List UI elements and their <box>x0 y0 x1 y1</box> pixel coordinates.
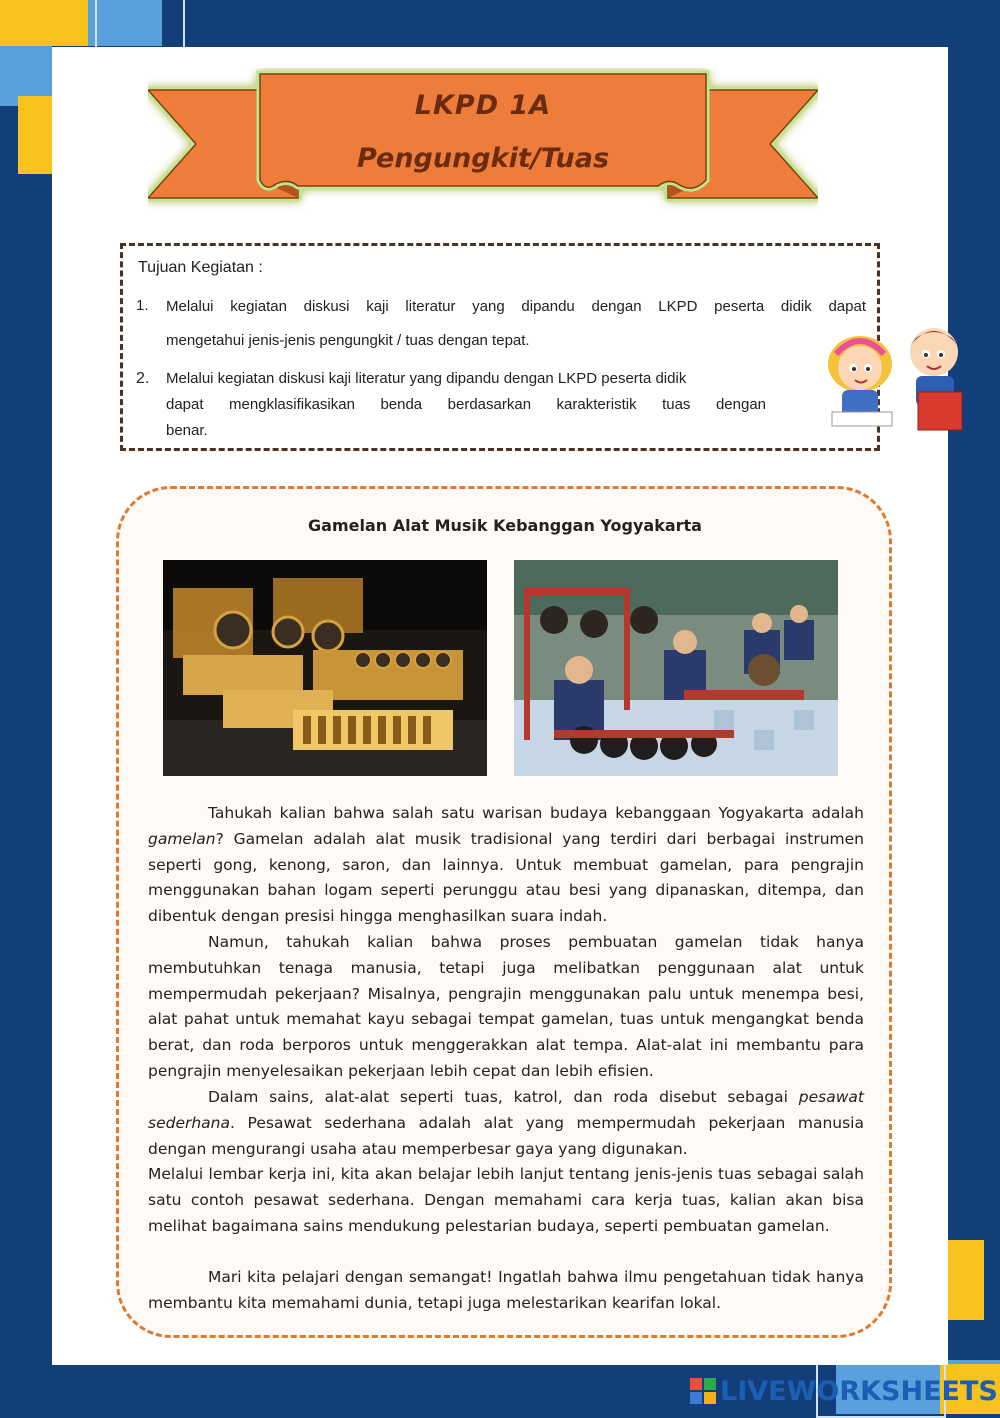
title-banner <box>148 68 818 218</box>
goals-heading: Tujuan Kegiatan : <box>138 259 263 276</box>
goal-text: Melalui kegiatan diskusi kaji literatur yang dipandu dengan LKPD peserta didik dapat <box>166 298 866 315</box>
children-reading-illustration <box>822 316 972 436</box>
paragraph-text: Namun, tahukah kalian bahwa proses pembuatan gamelan tidak hanya membutuhkan tenaga manusia, tetapi juga melibatkan penggunaan alat untuk mempermudah pekerjaan? Misalnya, pengrajin menggunakan palu untuk menempa besi, alat pahat untuk memahat kayu sebagai tempat gamelan, tuas untuk mengangkat benda berat, dan roda berporos untuk menggerakkan alat tempa. Alat-alat ini membantu para pengrajin menyelesaikan pekerjaan lebih cepat dan lebih efisien. <box>148 933 864 1080</box>
deco-square <box>0 0 88 46</box>
reading-paragraph <box>148 1162 864 1239</box>
reading-paragraph <box>148 930 864 1085</box>
reading-paragraph <box>148 1085 864 1162</box>
brand-name: LIVEWORKSHEETS <box>720 1375 998 1407</box>
paragraph-text: Mari kita pelajari dengan semangat! Ingatlah bahwa ilmu pengetahuan tidak hanya membantu kita memahami dunia, tetapi juga melestarikan kearifan lokal. <box>148 1268 864 1312</box>
italic-term: gamelan <box>148 829 216 848</box>
goal-number: 1. <box>136 297 149 314</box>
paragraph-text: . Pesawat sederhana adalah alat yang mempermudah pekerjaan manusia dengan mengurangi usaha atau memperbesar gaya yang digunakan. <box>148 1113 864 1158</box>
goal-text: Melalui kegiatan diskusi kaji literatur yang dipandu dengan LKPD peserta didik <box>166 370 687 387</box>
worksheet-code: LKPD 1A <box>414 90 552 121</box>
reading-title: Gamelan Alat Musik Kebanggan Yogyakarta <box>308 516 702 535</box>
italic-term: pesawat sederhana <box>148 1088 864 1132</box>
gamelan-musicians-photo <box>514 560 838 776</box>
reading-paragraph <box>148 801 864 930</box>
reading-paragraph <box>148 1265 864 1317</box>
goal-text: benar. <box>166 422 208 439</box>
liveworksheets-logo[interactable] <box>690 1374 998 1408</box>
worksheet-topic: Pengungkit/Tuas <box>356 143 610 174</box>
goal-number: 2. <box>136 370 150 387</box>
gamelan-exhibit-photo <box>163 560 487 776</box>
paragraph-text: Dalam sains, alat-alat seperti tuas, katrol, dan roda disebut sebagai <box>208 1088 799 1106</box>
goal-text: mengetahui jenis-jenis pengungkit / tuas dengan tepat. <box>166 332 530 349</box>
paragraph-text: Melalui lembar kerja ini, kita akan belajar lebih lanjut tentang jenis-jenis tuas sebagai salah satu contoh pesawat sederhana. Dengan memahami cara kerja tuas, kalian akan bisa melihat bagaimana sains mendukung pelestarian budaya, seperti pembuatan gamelan. <box>148 1165 864 1235</box>
paragraph-text: Tahukah kalian bahwa salah satu warisan budaya kebanggaan Yogyakarta adalah <box>208 804 864 822</box>
liveworksheets-icon <box>690 1378 716 1404</box>
paragraph-text: ? Gamelan adalah alat musik tradisional yang terdiri dari berbagai instrumen seperti gong, kenong, saron, dan lainnya. Untuk membuat gamelan, para pengrajin menggunakan bahan logam seperti perunggu atau besi yang dipanaskan, ditempa, dan dibentuk dengan presisi hingga menghasilkan suara indah. <box>148 829 864 926</box>
goal-text: dapat mengklasifikasikan benda berdasarkan karakteristik tuas dengan <box>166 396 766 413</box>
